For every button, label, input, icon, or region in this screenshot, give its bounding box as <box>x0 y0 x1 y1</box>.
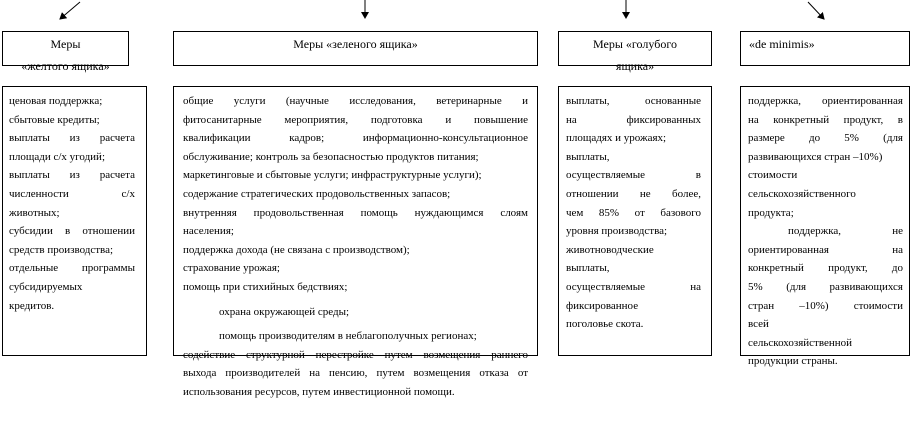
deminimis-line: стоимости <box>748 169 798 182</box>
yellow-line: площади с/х угодий; <box>9 150 105 163</box>
green-text <box>183 92 528 402</box>
deminimis-line: ориентированная на <box>748 243 903 256</box>
green-line: квалификации кадров; информационно-консультационное <box>183 132 528 145</box>
arrow-to-yellow <box>60 2 80 19</box>
green-line: маркетинговые и сбытовые услуги; инфраструктурные услуги); <box>183 169 482 182</box>
green-line: содержание стратегических продовольственных запасов; <box>183 187 451 200</box>
green-line: выхода производителей на пенсию, путем возмещения отказа от <box>183 367 528 380</box>
green-line: помощь при стихийных бедствиях; <box>183 280 348 293</box>
green-line: содействие структурной перестройке путем возмещения раннего <box>183 348 528 361</box>
green-line: населения; <box>183 225 234 238</box>
green-line: использования ресурсов, путем инвестиционной помощи. <box>183 385 455 398</box>
header-blue-line-2: ящика» <box>615 59 655 73</box>
deminimis-line: поддержка, ориентированная <box>748 95 903 107</box>
deminimis-line: поддержка, не <box>788 225 903 238</box>
yellow-line: ценовая поддержка; <box>9 95 103 107</box>
deminimis-line: сельскохозяйственного <box>748 187 856 200</box>
yellow-line: субсидии в отношении <box>9 225 135 238</box>
blue-line: на фиксированных <box>566 113 701 126</box>
green-line: охрана окружающей среды; <box>219 305 350 318</box>
blue-line: уровня производства; <box>566 225 668 238</box>
green-line: внутренняя продовольственная помощь нуждающимся слоям <box>183 206 528 219</box>
yellow-line: средств производства; <box>9 243 114 256</box>
header-green-box <box>173 31 538 66</box>
header-green-label: Меры «зеленого ящика» <box>293 37 418 51</box>
yellow-line: отдельные программы <box>9 262 135 275</box>
deminimis-line: продукции страны. <box>748 355 838 368</box>
blue-line: отношении не более, <box>566 187 701 200</box>
deminimis-line: размере до 5% (для <box>748 132 903 145</box>
header-yellow-box <box>2 31 129 73</box>
green-line: страхование урожая; <box>183 262 280 275</box>
green-line: помощь производителям в неблагополучных регионах; <box>219 330 477 343</box>
header-deminimis-label: «de minimis» <box>749 37 815 51</box>
yellow-line: животных; <box>9 206 60 219</box>
arrow-to-deminimis <box>808 2 824 19</box>
blue-line: фиксированное <box>566 299 639 312</box>
deminimis-line: развивающихся стран –10%) <box>748 150 883 163</box>
blue-line: выплаты, <box>566 262 610 275</box>
header-deminimis-box <box>740 31 910 66</box>
yellow-line: сбытовые кредиты; <box>9 113 100 126</box>
yellow-line: численности с/х <box>9 187 135 200</box>
blue-line: выплаты, <box>566 150 610 163</box>
deminimis-line: продукта; <box>748 206 794 219</box>
deminimis-line: 5% (для развивающихся <box>748 280 903 293</box>
deminimis-line: конкретный продукт, до <box>748 262 903 275</box>
blue-line: осуществляемые на <box>566 280 701 293</box>
blue-line: площадях и урожаях; <box>566 132 667 145</box>
blue-text <box>566 92 701 334</box>
header-yellow-line-2: «желтого ящика» <box>21 59 110 73</box>
green-line: обслуживание; контроль за безопасностью продуктов питания; <box>183 150 479 163</box>
deminimis-line: стран –10%) стоимости <box>748 299 903 312</box>
blue-line: выплаты, основанные <box>566 95 701 107</box>
blue-line: чем 85% от базового <box>566 206 701 219</box>
deminimis-text <box>748 92 903 371</box>
yellow-line: кредитов. <box>9 299 55 312</box>
header-blue-line-1: Меры «голубого <box>593 37 677 51</box>
header-blue-box <box>558 31 712 73</box>
blue-line: животноводческие <box>566 243 654 256</box>
blue-line: поголовье скота. <box>566 318 644 331</box>
blue-line: осуществляемые в <box>566 169 701 182</box>
deminimis-line: сельскохозяйственной <box>748 336 853 349</box>
yellow-line: выплаты из расчета <box>9 132 135 145</box>
green-line: поддержка дохода (не связана с производством); <box>183 243 410 256</box>
yellow-text <box>9 92 135 315</box>
deminimis-line: на конкретный продукт, в <box>748 113 903 126</box>
green-line: фитосанитарные мероприятия, подготовка и повышение <box>183 113 528 126</box>
yellow-line: выплаты из расчета <box>9 169 135 182</box>
deminimis-line: всей <box>748 318 769 331</box>
header-yellow-line-1: Меры <box>50 37 81 51</box>
green-line: общие услуги (научные исследования, ветеринарные и <box>183 95 528 107</box>
yellow-line: субсидируемых <box>9 280 83 293</box>
